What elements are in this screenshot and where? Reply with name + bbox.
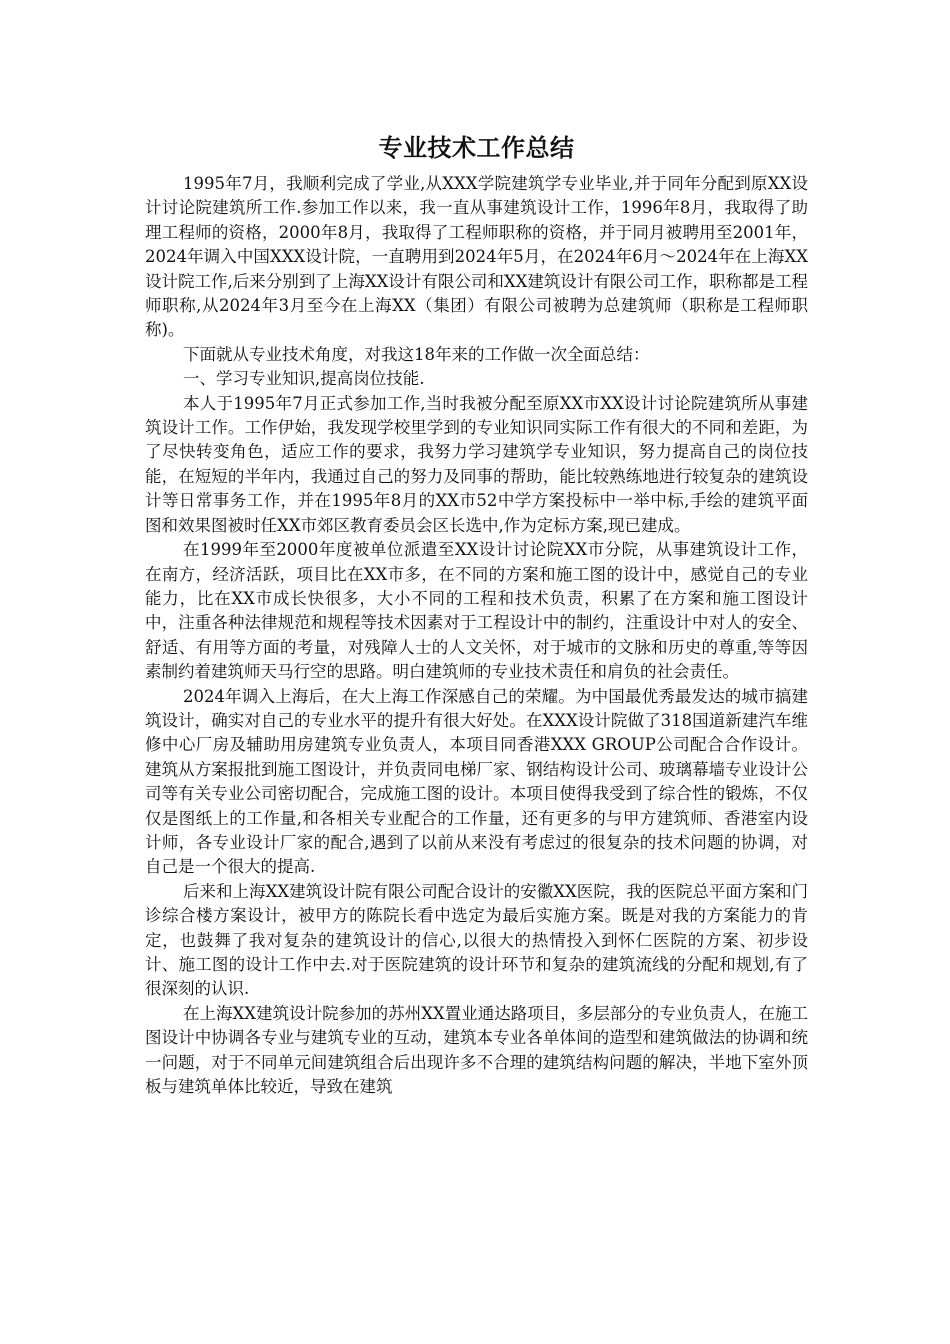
section-heading-1: 一、学习专业知识,提高岗位技能. xyxy=(183,369,425,389)
paragraph-shanghai-work: 2024年调入上海后，在大上海工作深感自己的荣耀。为中国最优秀最发达的城市搞建筑设计，确实对自己的专业水平的提升有很大好处。在XXX设计院做了318国道新建汽车维修中心厂房及辅助用房建筑专业负责人，本项目同香港XXX GROUP公司配合合作设计。建筑从方案报批到施工图设计，并负责同电梯厂家、钢结构设计公司、玻璃幕墙专业设计公司等有关专业公司密切配合，完成施工图的设计。本项目使得我受到了综合性的锻炼，不仅仅是图纸上的工作量,和各相关专业配合的工作量，还有更多的与甲方建筑师、香港室内设计师，各专业设计厂家的配合,遇到了以前从来没有考虑过的很复杂的技术问题的协调，对自己是一个很大的提高. xyxy=(145,686,808,877)
paragraph-early-work: 本人于1995年7月正式参加工作,当时我被分配至原XX市XX设计讨论院建筑所从事建筑设计工作。工作伊始，我发现学校里学到的专业知识同实际工作有很大的不同和差距，为了尽快转变角色，适应工作的要求，我努力学习建筑学专业知识，努力提高自己的岗位技能，在短短的半年内，我通过自己的努力及同事的帮助，能比较熟练地进行较复杂的建筑设计等日常事务工作，并在1995年8月的XX市52中学方案投标中一举中标,手绘的建筑平面图和效果图被时任XX市郊区教育委员会区长选中,作为定标方案,现已建成。 xyxy=(145,393,808,535)
paragraph-suzhou-project: 在上海XX建筑设计院参加的苏州XX置业通达路项目，多层部分的专业负责人，在施工图设计中协调各专业与建筑专业的互动，建筑本专业各单体间的造型和建筑做法的协调和统一问题，对于不同单元间建筑组合后出现许多不合理的建筑结构问题的解决，半地下室外顶板与建筑单体比较近，导致在建筑 xyxy=(145,1003,808,1097)
paragraph-summary-intro: 下面就从专业技术角度，对我这18年来的工作做一次全面总结： xyxy=(183,344,650,364)
paragraph-hospital-project: 后来和上海XX建筑设计院有限公司配合设计的安徽XX医院，我的医院总平面方案和门诊综合楼方案设计，被甲方的陈院长看中选定为最后实施方案。既是对我的方案能力的肯定，也鼓舞了我对复杂的建筑设计的信心,以很大的热情投入到怀仁医院的方案、初步设计、施工图的设计工作中去.对于医院建筑的设计环节和复杂的建筑流线的分配和规划,有了很深刻的认识. xyxy=(145,881,808,999)
document-title: 专业技术工作总结 xyxy=(378,134,575,162)
paragraph-branch-assignment: 在1999年至2000年度被单位派遣至XX设计讨论院XX市分院，从事建筑设计工作，在南方，经济活跃，项目比在XX市多，在不同的方案和施工图的设计中，感觉自己的专业能力，比在XX市成长快很多，大小不同的工程和技术负责，积累了在方案和施工图设计中，注重各种法律规范和规程等技术因素对于工程设计中的制约，注重设计中对人的安全、舒适、有用等方面的考量，对残障人士的人文关怀，对于城市的文脉和历史的尊重,等等因素制约着建筑师天马行空的思路。明白建筑师的专业技术责任和肩负的社会责任。 xyxy=(145,540,808,682)
document-page xyxy=(145,130,808,1099)
paragraph-career-overview: 1995年7月，我顺利完成了学业,从XXX学院建筑学专业毕业,并于同年分配到原XX设计讨论院建筑所工作.参加工作以来，我一直从事建筑设计工作，1996年8月，我取得了助理工程师的资格，2000年8月，我取得了工程师职称的资格，并于同月被聘用至2001年，2024年调入中国XXX设计院，一直聘用到2024年5月，在2024年6月～2024年在上海XX设计院工作,后来分别到了上海XX设计有限公司和XX建筑设计有限公司工作，职称都是工程师职称,从2024年3月至今在上海XX（集团）有限公司被聘为总建筑师（职称是工程师职称)。 xyxy=(145,174,808,340)
